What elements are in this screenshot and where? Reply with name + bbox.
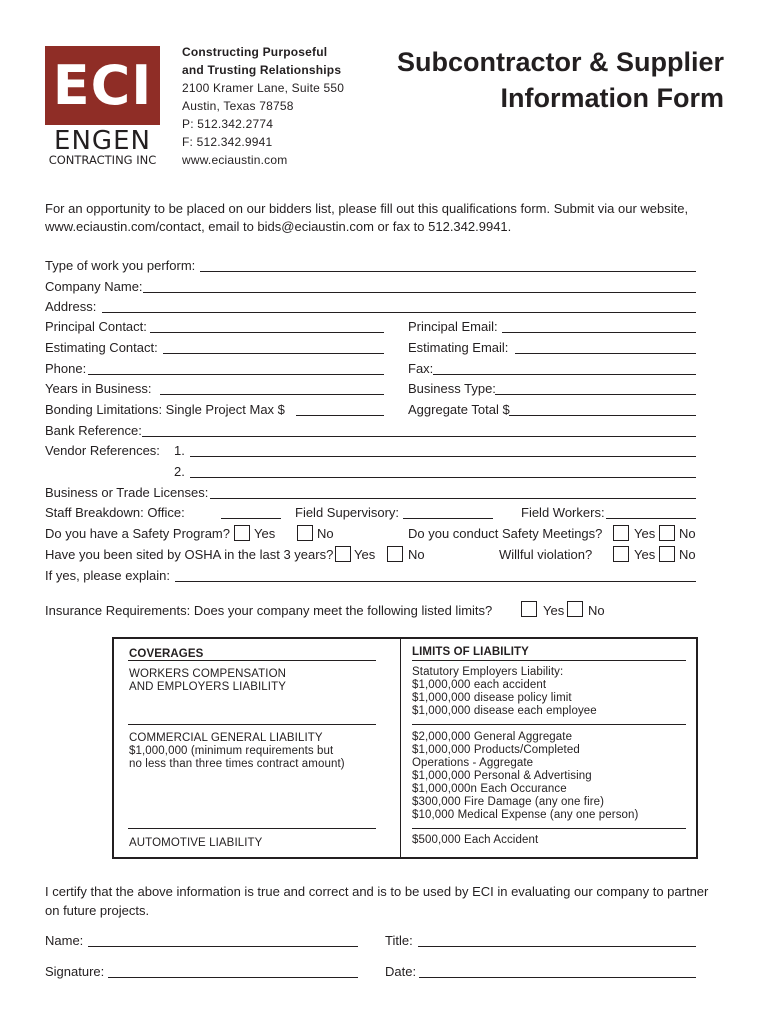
insurance-yes-label: Yes bbox=[543, 603, 565, 618]
type-of-work-label: Type of work you perform: bbox=[45, 258, 196, 273]
staff-office-input[interactable] bbox=[221, 518, 281, 519]
coverage-row-2-right-7: $10,000 Medical Expense (any one person) bbox=[412, 809, 639, 821]
company-city: Austin, Texas 78758 bbox=[182, 99, 294, 113]
coverage-row-2-left-2: $1,000,000 (minimum requirements but bbox=[129, 745, 334, 757]
field-workers-input[interactable] bbox=[606, 518, 696, 519]
company-name-label: Company Name: bbox=[45, 279, 143, 294]
estimating-email-label: Estimating Email: bbox=[408, 340, 509, 355]
osha-no-label: No bbox=[408, 547, 425, 562]
title-label: Title: bbox=[385, 933, 413, 948]
signature-label: Signature: bbox=[45, 964, 105, 979]
coverage-row-2-right-2: $1,000,000 Products/Completed bbox=[412, 744, 580, 756]
fax-label: Fax: bbox=[408, 361, 434, 376]
aggregate-input[interactable] bbox=[509, 415, 696, 416]
intro-line-1: For an opportunity to be placed on our bidders list, please fill out this qualifications form. Submit via our website, bbox=[45, 201, 689, 216]
address-input[interactable] bbox=[102, 312, 696, 313]
safety-meetings-yes-checkbox[interactable] bbox=[613, 525, 629, 541]
field-supervisory-label: Field Supervisory: bbox=[295, 505, 400, 520]
company-fax: F: 512.342.9941 bbox=[182, 135, 273, 149]
business-type-label: Business Type: bbox=[408, 381, 496, 396]
coverage-row-2-left-3: no less than three times contract amount) bbox=[129, 758, 345, 770]
safety-program-yes-checkbox[interactable] bbox=[234, 525, 250, 541]
osha-yes-checkbox[interactable] bbox=[335, 546, 351, 562]
business-type-input[interactable] bbox=[495, 394, 696, 395]
logo-mark: ECI bbox=[52, 54, 153, 117]
coverage-row-2-rule-right bbox=[412, 828, 686, 829]
phone-input[interactable] bbox=[88, 374, 384, 375]
title-input[interactable] bbox=[418, 946, 696, 947]
estimating-contact-label: Estimating Contact: bbox=[45, 340, 158, 355]
vendor-reference-1-input[interactable] bbox=[190, 456, 696, 457]
coverage-row-2-rule-left bbox=[128, 828, 376, 829]
safety-meetings-yes-label: Yes bbox=[634, 526, 656, 541]
company-name-input[interactable] bbox=[143, 292, 696, 293]
safety-meetings-label: Do you conduct Safety Meetings? bbox=[408, 526, 603, 541]
field-supervisory-input[interactable] bbox=[403, 518, 493, 519]
willful-yes-label: Yes bbox=[634, 547, 656, 562]
insurance-no-label: No bbox=[588, 603, 605, 618]
company-website: www.eciaustin.com bbox=[182, 153, 288, 167]
logo-subtitle: CONTRACTING INC bbox=[48, 153, 157, 167]
osha-no-checkbox[interactable] bbox=[387, 546, 403, 562]
coverage-row-1-rule-left bbox=[128, 724, 376, 725]
company-tagline-1: Constructing Purposeful bbox=[182, 45, 328, 59]
company-tagline-2: and Trusting Relationships bbox=[182, 63, 342, 77]
coverage-row-1-right-4: $1,000,000 disease each employee bbox=[412, 705, 597, 717]
coverage-header-right: LIMITS OF LIABILITY bbox=[412, 646, 529, 658]
company-street: 2100 Kramer Lane, Suite 550 bbox=[182, 81, 345, 95]
company-phone: P: 512.342.2774 bbox=[182, 117, 274, 131]
coverage-row-3-right-1: $500,000 Each Accident bbox=[412, 834, 539, 846]
coverage-row-1-left-1: WORKERS COMPENSATION bbox=[129, 668, 287, 680]
fax-input[interactable] bbox=[433, 374, 696, 375]
coverage-header-rule-right bbox=[412, 660, 686, 661]
insurance-no-checkbox[interactable] bbox=[567, 601, 583, 617]
coverage-row-2-right-6: $300,000 Fire Damage (any one fire) bbox=[412, 796, 605, 808]
explain-label: If yes, please explain: bbox=[45, 568, 171, 583]
principal-contact-label: Principal Contact: bbox=[45, 319, 147, 334]
vendor-references-label: Vendor References: bbox=[45, 443, 160, 458]
intro-line-2: www.eciaustin.com/contact, email to bids@eciaustin.com or fax to 512.342.9941. bbox=[45, 219, 512, 234]
years-in-business-input[interactable] bbox=[160, 394, 384, 395]
field-workers-label: Field Workers: bbox=[521, 505, 605, 520]
certify-line-2: on future projects. bbox=[45, 903, 150, 918]
bonding-single-input[interactable] bbox=[296, 415, 384, 416]
safety-meetings-no-label: No bbox=[679, 526, 696, 541]
form-title-line-2: Information Form bbox=[500, 83, 724, 113]
principal-email-label: Principal Email: bbox=[408, 319, 498, 334]
coverage-row-1-right-1: Statutory Employers Liability: bbox=[412, 666, 564, 678]
coverage-row-2-right-3: Operations - Aggregate bbox=[412, 757, 534, 769]
willful-no-checkbox[interactable] bbox=[659, 546, 675, 562]
date-label: Date: bbox=[385, 964, 417, 979]
osha-label: Have you been sited by OSHA in the last 3 years? bbox=[45, 547, 334, 562]
date-input[interactable] bbox=[419, 977, 696, 978]
vendor-reference-2-input[interactable] bbox=[190, 477, 696, 478]
insurance-yes-checkbox[interactable] bbox=[521, 601, 537, 617]
signature-input[interactable] bbox=[108, 977, 358, 978]
name-label: Name: bbox=[45, 933, 84, 948]
aggregate-label: Aggregate Total $ bbox=[408, 402, 510, 417]
coverage-header-left: COVERAGES bbox=[129, 648, 204, 660]
address-label: Address: bbox=[45, 299, 97, 314]
safety-program-label: Do you have a Safety Program? bbox=[45, 526, 230, 541]
willful-violation-label: Willful violation? bbox=[499, 547, 593, 562]
insurance-label: Insurance Requirements: Does your company meet the following listed limits? bbox=[45, 603, 493, 618]
osha-yes-label: Yes bbox=[354, 547, 376, 562]
safety-program-no-label: No bbox=[317, 526, 334, 541]
logo-name: ENGEN bbox=[54, 126, 151, 156]
bank-reference-input[interactable] bbox=[142, 436, 696, 437]
licenses-input[interactable] bbox=[210, 498, 696, 499]
coverage-row-1-left-2: AND EMPLOYERS LIABILITY bbox=[129, 681, 286, 693]
safety-program-no-checkbox[interactable] bbox=[297, 525, 313, 541]
safety-meetings-no-checkbox[interactable] bbox=[659, 525, 675, 541]
coverage-row-2-right-5: $1,000,000n Each Occurance bbox=[412, 783, 567, 795]
coverage-row-1-right-2: $1,000,000 each accident bbox=[412, 679, 547, 691]
principal-email-input[interactable] bbox=[502, 332, 696, 333]
bank-reference-label: Bank Reference: bbox=[45, 423, 142, 438]
willful-no-label: No bbox=[679, 547, 696, 562]
vendor-reference-2-label: 2. bbox=[174, 464, 185, 479]
form-title-line-1: Subcontractor & Supplier bbox=[396, 47, 724, 77]
name-input[interactable] bbox=[88, 946, 358, 947]
licenses-label: Business or Trade Licenses: bbox=[45, 485, 209, 500]
years-in-business-label: Years in Business: bbox=[45, 381, 152, 396]
explain-input[interactable] bbox=[175, 581, 696, 582]
coverage-row-2-left-1: COMMERCIAL GENERAL LIABILITY bbox=[129, 732, 323, 744]
coverage-row-1-right-3: $1,000,000 disease policy limit bbox=[412, 692, 572, 704]
coverage-row-2-right-1: $2,000,000 General Aggregate bbox=[412, 731, 573, 743]
certify-line-1: I certify that the above information is true and correct and is to be used by ECI in evaluating our company to partner bbox=[45, 884, 709, 899]
coverage-row-2-right-4: $1,000,000 Personal & Advertising bbox=[412, 770, 592, 782]
willful-yes-checkbox[interactable] bbox=[613, 546, 629, 562]
coverage-row-3-left-1: AUTOMOTIVE LIABILITY bbox=[129, 837, 263, 849]
estimating-email-input[interactable] bbox=[515, 353, 696, 354]
coverage-row-1-rule-right bbox=[412, 724, 686, 725]
safety-program-yes-label: Yes bbox=[254, 526, 276, 541]
bonding-label: Bonding Limitations: Single Project Max $ bbox=[45, 402, 285, 417]
estimating-contact-input[interactable] bbox=[163, 353, 384, 354]
type-of-work-input[interactable] bbox=[200, 271, 696, 272]
phone-label: Phone: bbox=[45, 361, 87, 376]
principal-contact-input[interactable] bbox=[150, 332, 384, 333]
vendor-reference-1-label: 1. bbox=[174, 443, 185, 458]
coverage-table-divider bbox=[400, 637, 401, 859]
staff-office-label: Staff Breakdown: Office: bbox=[45, 505, 185, 520]
